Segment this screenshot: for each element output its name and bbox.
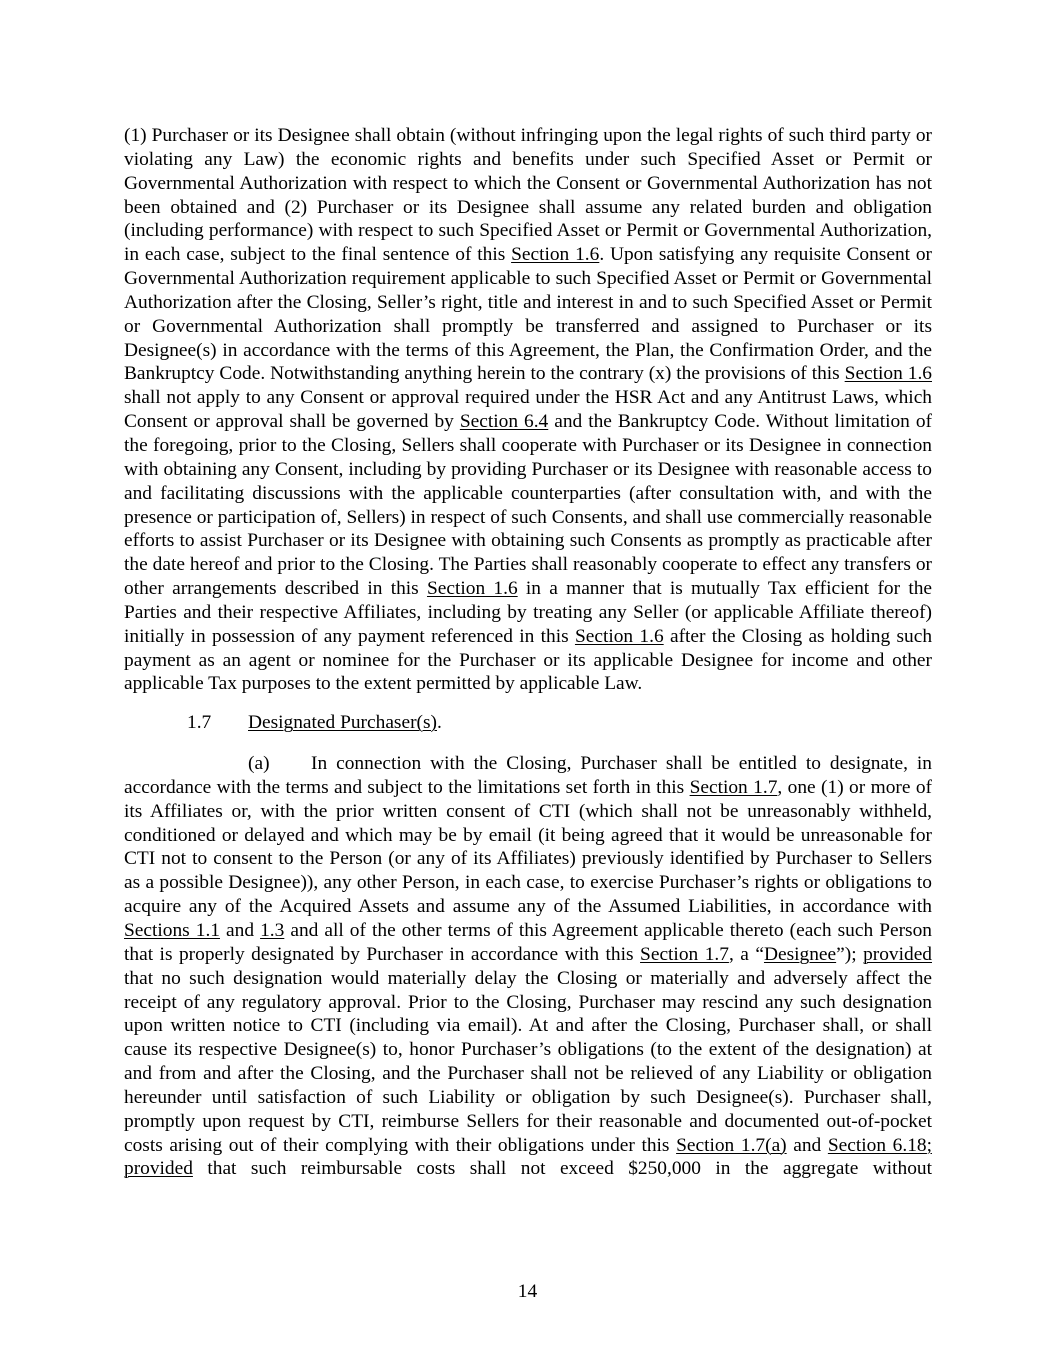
document-page [124,124,932,1181]
section-reference: Section 1.7 [640,943,729,965]
paragraph-text: after the Closing as holding such payment as an agent or nominee for the Purchaser or its applicable Designee for income and other applicable Tax purposes to the extent permitted by applicable Law. [124,625,933,695]
section-reference: Section 1.6 [511,244,600,266]
paragraph-text: ; [926,1134,932,1156]
section-reference: Section 1.6 [844,363,932,385]
section-reference: Section 1.7(a) [676,1134,787,1156]
section-reference: Section 6.18 [827,1134,927,1156]
section-number: 1.7 [187,712,212,734]
body-paragraph-1 [124,124,932,696]
paragraph-text: , one (1) or more of its Affiliates or, with the prior written consent of CTI (which shall not be unreasonably withheld, conditioned or delayed and which may be by email (it being agreed that it would be unreasonable for CTI not to consent to the Person (or any of its Affiliates) previously identified by Purchaser to Sellers as a possible Designee)), any other Person, in each case, to exercise Purchaser’s rights or obligations to acquire any of the Acquired Assets and assume any of the Assumed Liabilities, in accordance with [124,776,933,918]
proviso-term: provided [124,1158,193,1180]
proviso-term: provided [863,943,932,965]
page-number: 14 [517,1281,538,1302]
section-reference: 1.3 [260,920,285,941]
section-heading [124,711,932,735]
paragraph-text: in a manner that is mutually Tax efficient for the Parties and their respective Affiliates, including by treating any Seller (or applicable Affiliate thereof) initially in possession of any payment referenced in this [124,578,933,647]
paragraph-text: and [219,920,261,941]
paragraph-text: ”); [836,943,864,965]
section-reference: Section 1.7 [689,776,778,798]
section-reference: Section 1.6 [574,625,664,647]
paragraph-text: and the Bankruptcy Code. Without limitation of the foregoing, prior to the Closing, Sellers shall cooperate with Purchaser or its Designee in connection with obtaining any Consent, including by providing Purchaser or its Designee with reasonable access to and facilitating discussions with the applicable counterparties (after consultation with, and with the presence or participation of, Sellers) in respect of such Consents, and shall use commercially reasonable efforts to assist Purchaser or its Designee with obtaining such Consents as promptly as practicable after the date hereof and prior to the Closing. The Parties shall reasonably cooperate to effect any transfers or other arrangements described in this [124,411,932,600]
section-reference: Sections 1.1 [124,920,220,941]
paragraph-text: , a “ [728,943,764,965]
subsection-label: (a) [248,753,270,775]
paragraph-text: and [786,1134,828,1156]
heading-punctuation: . [437,712,442,734]
paragraph-text: (1) Purchaser or its Designee shall obtain (without infringing upon the legal rights of such third party or violating any Law) the economic rights and benefits under such Specified Asset or Permit or Governmental Authorization with respect to which the Consent or Governmental Authorization has not been obtained and (2) Purchaser or its Designee shall assume any related burden and obligation (including performance) with respect to such Specified Asset or Permit or Governmental Authorization, in each case, subject to the final sentence of this [124,125,932,266]
section-reference: Section 6.4 [459,411,549,433]
body-paragraph-2 [124,752,932,1181]
paragraph-text: that such reimbursable costs shall not exceed $250,000 in the aggregate without [192,1158,932,1180]
paragraph-text: that no such designation would materially delay the Closing or materially and adversely affect the receipt of any regulatory approval. Prior to the Closing, Purchaser may rescind any such designation upon written notice to CTI (including via email). At and after the Closing, Purchaser shall, or shall cause its respective Designee(s) to, honor Purchaser’s obligations (to the extent of the designation) at and from and after the Closing, and the Purchaser shall not be relieved of any Liability or obligation hereunder until satisfaction of such Liability or obligation by such Designee(s). Purchaser shall, promptly upon request by CTI, reimburse Sellers for their reasonable and documented out-of-pocket costs arising out of their complying with their obligations under this [124,967,932,1156]
section-reference: Section 1.6 [426,578,518,600]
paragraph-text: shall not apply to any Consent or approval required under the HSR Act and any Antitrust Laws, which Consent or approval shall be governed by [124,387,932,433]
paragraph-text: . Upon satisfying any requisite Consent or Governmental Authorization requirement applicable to such Specified Asset or Permit or Governmental Authorization after the Closing, Seller’s right, title and interest in and to such Specified Asset or Permit or Governmental Authorization shall promptly be transferred and assigned to Purchaser or its Designee(s) in accordance with the terms of this Agreement, the Plan, the Confirmation Order, and the Bankruptcy Code. Notwithstanding anything herein to the contrary (x) the provisions of this [124,244,933,385]
defined-term: Designee [763,943,837,965]
paragraph-text: In connection with the Closing, Purchaser shall be entitled to designate, in accordance with the terms and subject to the limitations set forth in this [124,753,932,798]
section-title: Designated Purchaser(s) [248,712,437,734]
paragraph-text: and all of the other terms of this Agreement applicable thereto (each such Person that is properly designated by Purchaser in accordance with this [124,920,932,965]
